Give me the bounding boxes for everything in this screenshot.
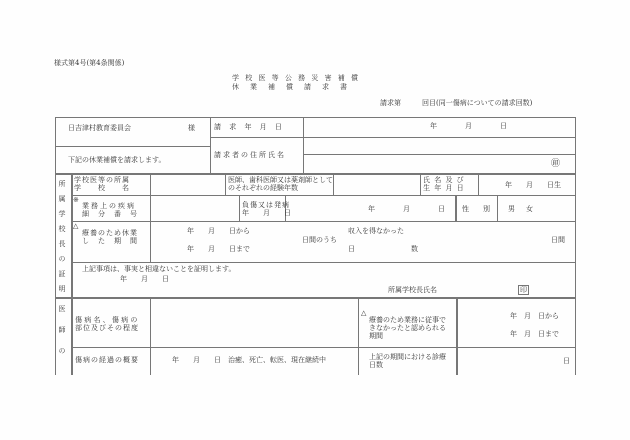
injury-date-label: 負傷又は発病 — [242, 201, 290, 209]
unable-period-label: 療養のため業務に従事で — [369, 316, 446, 324]
treatment-days-label: 上記の期間における診療 — [369, 353, 446, 361]
claim-count-prefix: 請求第 — [380, 99, 401, 107]
sex-label: 性 別 — [462, 205, 490, 213]
treatment-days-label-2: 日数 — [369, 361, 383, 369]
form-number: 様式第4号(第4条関係) — [54, 59, 125, 67]
injury-name-label-2: 部位及びその程度 — [75, 324, 139, 332]
progress-value[interactable]: 年 月 日 治癒、死亡、転医、現在継続中 — [172, 356, 326, 364]
treatment-days-unit: 日 — [563, 357, 570, 365]
addressee: 日吉津村教育委員会 — [68, 124, 131, 132]
school-label-2: 学 校 名 — [74, 184, 130, 192]
triangle-mark-2: △ — [361, 309, 367, 317]
experience-label: 医師、歯科医師又は薬剤師として — [228, 176, 333, 184]
honorific: 様 — [188, 124, 195, 132]
injury-name-label: 傷 病 名 、 傷 病 の — [75, 316, 138, 324]
doctor-section-label: 医師の — [58, 305, 67, 368]
claim-date-value[interactable]: 年 月 日 — [430, 122, 507, 130]
leave-period-label: 療養のため休業 — [82, 229, 138, 237]
certify-text: 上記事項は、事実と相違ないことを証明します。 — [82, 265, 236, 273]
unable-to[interactable]: 年 月 日まで — [510, 330, 559, 338]
unable-from[interactable]: 年 月 日から — [510, 312, 559, 320]
sex-options[interactable]: 男 女 — [508, 205, 535, 213]
claim-count-suffix: 回目(同一傷病についての請求回数) — [422, 99, 533, 107]
request-statement: 下記の休業補償を請求します。 — [68, 156, 166, 164]
claimant-label: 請求者の住所氏名 — [214, 151, 286, 159]
leave-to[interactable]: 年 月 日まで — [187, 245, 250, 253]
no-income-label: 収入を得なかった — [348, 227, 404, 235]
leave-from[interactable]: 年 月 日から — [187, 227, 250, 235]
disease-number-label: 業務上の疾病 — [82, 202, 136, 210]
title-line2: 休 業 補 償 請 求 書 — [232, 83, 349, 91]
experience-label-2: のそれぞれの経験年数 — [228, 184, 298, 192]
no-income-label-2: 日 数 — [348, 245, 418, 253]
principal-seal: 印 — [520, 286, 527, 294]
unable-period-label-2: きなかったと認められる — [369, 324, 446, 332]
progress-label: 傷病の経過の概要 — [75, 356, 139, 364]
injury-date-value[interactable]: 年 月 日 — [368, 205, 445, 213]
title-line1: 学 校 医 等 公 務 災 害 補 償 — [232, 74, 361, 82]
principal-name-label: 所属学校長氏名 — [388, 286, 437, 294]
injury-date-label-2: 年 月 日 — [242, 209, 291, 217]
school-label: 学校医等の所属 — [74, 176, 130, 184]
triangle-mark: △ — [73, 222, 79, 230]
disease-number-label-2: 細 分 番 号 — [82, 210, 138, 218]
birth-date-value[interactable]: 年 月 日生 — [505, 181, 561, 189]
claimant-address-field[interactable] — [305, 139, 573, 153]
unable-period-label-3: 期間 — [369, 332, 383, 340]
days-unit: 日間 — [551, 236, 565, 244]
days-of-label: 日間のうち — [302, 236, 337, 244]
claim-date-label: 請 求 年 月 日 — [214, 123, 285, 131]
leave-period-label-2: し た 期 間 — [82, 237, 138, 245]
name-birth-label: 氏 名 及 び — [423, 176, 465, 184]
principal-section-label: 所属学校長の証明 — [58, 180, 67, 300]
seal-mark: ㊞ — [551, 159, 561, 169]
certify-date[interactable]: 年 月 日 — [120, 275, 169, 283]
kome-mark: ※ — [73, 196, 79, 204]
name-birth-label-2: 生 年 月 日 — [423, 184, 465, 192]
